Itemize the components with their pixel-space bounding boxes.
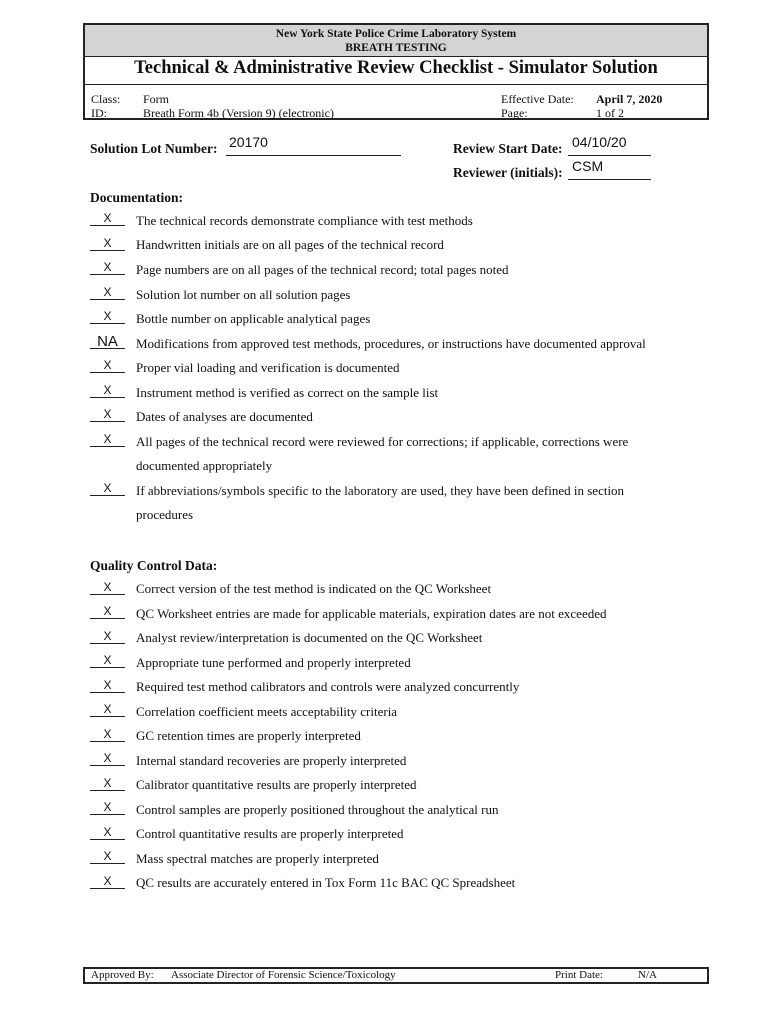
qc-item-3: Analyst review/interpretation is documented on the QC Worksheet <box>136 630 483 645</box>
check-mark: X <box>103 751 112 765</box>
doc-item-8: Instrument method is verified as correct on the sample list <box>136 384 439 400</box>
qc-check-3[interactable] <box>90 630 125 644</box>
doc-item-9: Dates of analyses are documented <box>136 409 313 424</box>
check-mark: X <box>103 260 112 274</box>
doc-check-7[interactable] <box>90 359 125 373</box>
qc-check-8[interactable] <box>90 752 125 766</box>
doc-item-7: Proper vial loading and verification is documented <box>136 360 400 375</box>
page-number: 1 of 2 <box>596 106 624 120</box>
reviewer-initials-field[interactable] <box>568 158 651 180</box>
approved-by-value: Associate Director of Forensic Science/Toxicology <box>171 969 396 981</box>
check-mark: X <box>103 849 112 863</box>
check-mark: X <box>103 678 112 692</box>
doc-check-6[interactable] <box>90 335 125 349</box>
doc-check-1[interactable] <box>90 212 125 226</box>
review-start-date-value: 04/10/20 <box>572 134 627 150</box>
print-date-label: Print Date: <box>555 969 603 981</box>
doc-check-11[interactable] <box>90 482 125 496</box>
qc-item-13: QC results are accurately entered in Tox Form 11c BAC QC Spreadsheet <box>136 875 516 890</box>
review-start-date-label: Review Start Date: <box>453 141 563 156</box>
qc-item-2: QC Worksheet entries are made for applicable materials, expiration dates are not exceeded <box>136 605 607 621</box>
check-mark: X <box>103 358 112 372</box>
reviewer-initials-label: Reviewer (initials): <box>453 165 563 180</box>
doc-item-4: Solution lot number on all solution pages <box>136 286 351 302</box>
lot-number-value: 20170 <box>229 134 268 150</box>
qc-check-13[interactable] <box>90 875 125 889</box>
doc-item-1: The technical records demonstrate compliance with test methods <box>136 212 473 228</box>
doc-item-3: Page numbers are on all pages of the technical record; total pages noted <box>136 262 509 277</box>
effective-date-value: April 7, 2020 <box>596 92 663 106</box>
check-mark: NA <box>97 333 118 350</box>
check-mark: X <box>103 874 112 888</box>
form-footer <box>83 967 709 984</box>
qc-check-4[interactable] <box>90 654 125 668</box>
doc-check-8[interactable] <box>90 384 125 398</box>
check-mark: X <box>103 407 112 421</box>
qc-check-5[interactable] <box>90 679 125 693</box>
check-mark: X <box>103 580 112 594</box>
check-mark: X <box>103 481 112 495</box>
class-label: Class: <box>91 92 121 106</box>
qc-check-2[interactable] <box>90 605 125 619</box>
check-mark: X <box>103 383 112 397</box>
qc-check-6[interactable] <box>90 703 125 717</box>
doc-item-6: Modifications from approved test methods, procedures, or instructions have documented approval <box>136 335 646 351</box>
id-label: ID: <box>91 106 107 120</box>
class-value: Form <box>143 92 170 106</box>
qc-check-12[interactable] <box>90 850 125 864</box>
qc-item-10: Control samples are properly positioned throughout the analytical run <box>136 801 499 817</box>
check-mark: X <box>103 211 112 225</box>
doc-item-5: Bottle number on applicable analytical pages <box>136 311 371 326</box>
check-mark: X <box>103 800 112 814</box>
lot-number-field[interactable] <box>226 134 401 156</box>
doc-check-10[interactable] <box>90 433 125 447</box>
doc-check-3[interactable] <box>90 261 125 275</box>
qc-check-1[interactable] <box>90 581 125 595</box>
check-mark: X <box>103 776 112 790</box>
check-mark: X <box>103 285 112 299</box>
qc-item-7: GC retention times are properly interpreted <box>136 728 361 743</box>
reviewer-initials-value: CSM <box>572 158 604 174</box>
check-mark: X <box>103 702 112 716</box>
review-start-date-field[interactable] <box>568 134 651 156</box>
check-mark: X <box>103 236 112 250</box>
check-mark: X <box>103 727 112 741</box>
id-value: Breath Form 4b (Version 9) (electronic) <box>143 106 334 120</box>
qc-check-9[interactable] <box>90 777 125 791</box>
doc-item-2: Handwritten initials are on all pages of the technical record <box>136 237 444 252</box>
qc-item-5: Required test method calibrators and controls were analyzed concurrently <box>136 679 520 694</box>
check-mark: X <box>103 432 112 446</box>
qc-check-7[interactable] <box>90 728 125 742</box>
qc-item-1: Correct version of the test method is indicated on the QC Worksheet <box>136 581 492 596</box>
quality-control-heading: Quality Control Data: <box>90 558 218 573</box>
doc-check-4[interactable] <box>90 286 125 300</box>
qc-item-6: Correlation coefficient meets acceptability criteria <box>136 703 398 719</box>
header-divider <box>85 84 707 85</box>
qc-item-12: Mass spectral matches are properly interpreted <box>136 850 379 866</box>
doc-check-9[interactable] <box>90 408 125 422</box>
approved-by-label: Approved By: <box>91 969 154 981</box>
department-name: BREATH TESTING <box>345 42 447 54</box>
doc-check-2[interactable] <box>90 237 125 251</box>
effective-date-label: Effective Date: <box>501 92 574 106</box>
header-band <box>85 25 707 57</box>
doc-item-10: All pages of the technical record were reviewed for corrections; if applicable, corrections were documented appropriately <box>136 433 629 473</box>
qc-item-11: Control quantitative results are properly interpreted <box>136 826 404 841</box>
doc-check-5[interactable] <box>90 310 125 324</box>
qc-item-8: Internal standard recoveries are properly interpreted <box>136 752 407 768</box>
qc-item-4: Appropriate tune performed and properly interpreted <box>136 654 411 670</box>
lot-number-label: Solution Lot Number: <box>90 141 218 156</box>
check-mark: X <box>103 604 112 618</box>
page-title: Technical & Administrative Review Checklist - Simulator Solution <box>134 58 658 78</box>
check-mark: X <box>103 629 112 643</box>
print-date-value: N/A <box>638 969 657 981</box>
check-mark: X <box>103 653 112 667</box>
qc-item-9: Calibrator quantitative results are properly interpreted <box>136 777 417 792</box>
qc-check-10[interactable] <box>90 801 125 815</box>
qc-check-11[interactable] <box>90 826 125 840</box>
documentation-heading: Documentation: <box>90 190 183 205</box>
check-mark: X <box>103 309 112 323</box>
form-header <box>83 23 709 120</box>
organization-name: New York State Police Crime Laboratory System <box>275 28 517 40</box>
doc-item-11: If abbreviations/symbols specific to the laboratory are used, they have been defined in section procedures <box>136 482 625 522</box>
check-mark: X <box>103 825 112 839</box>
page-label: Page: <box>501 106 528 120</box>
